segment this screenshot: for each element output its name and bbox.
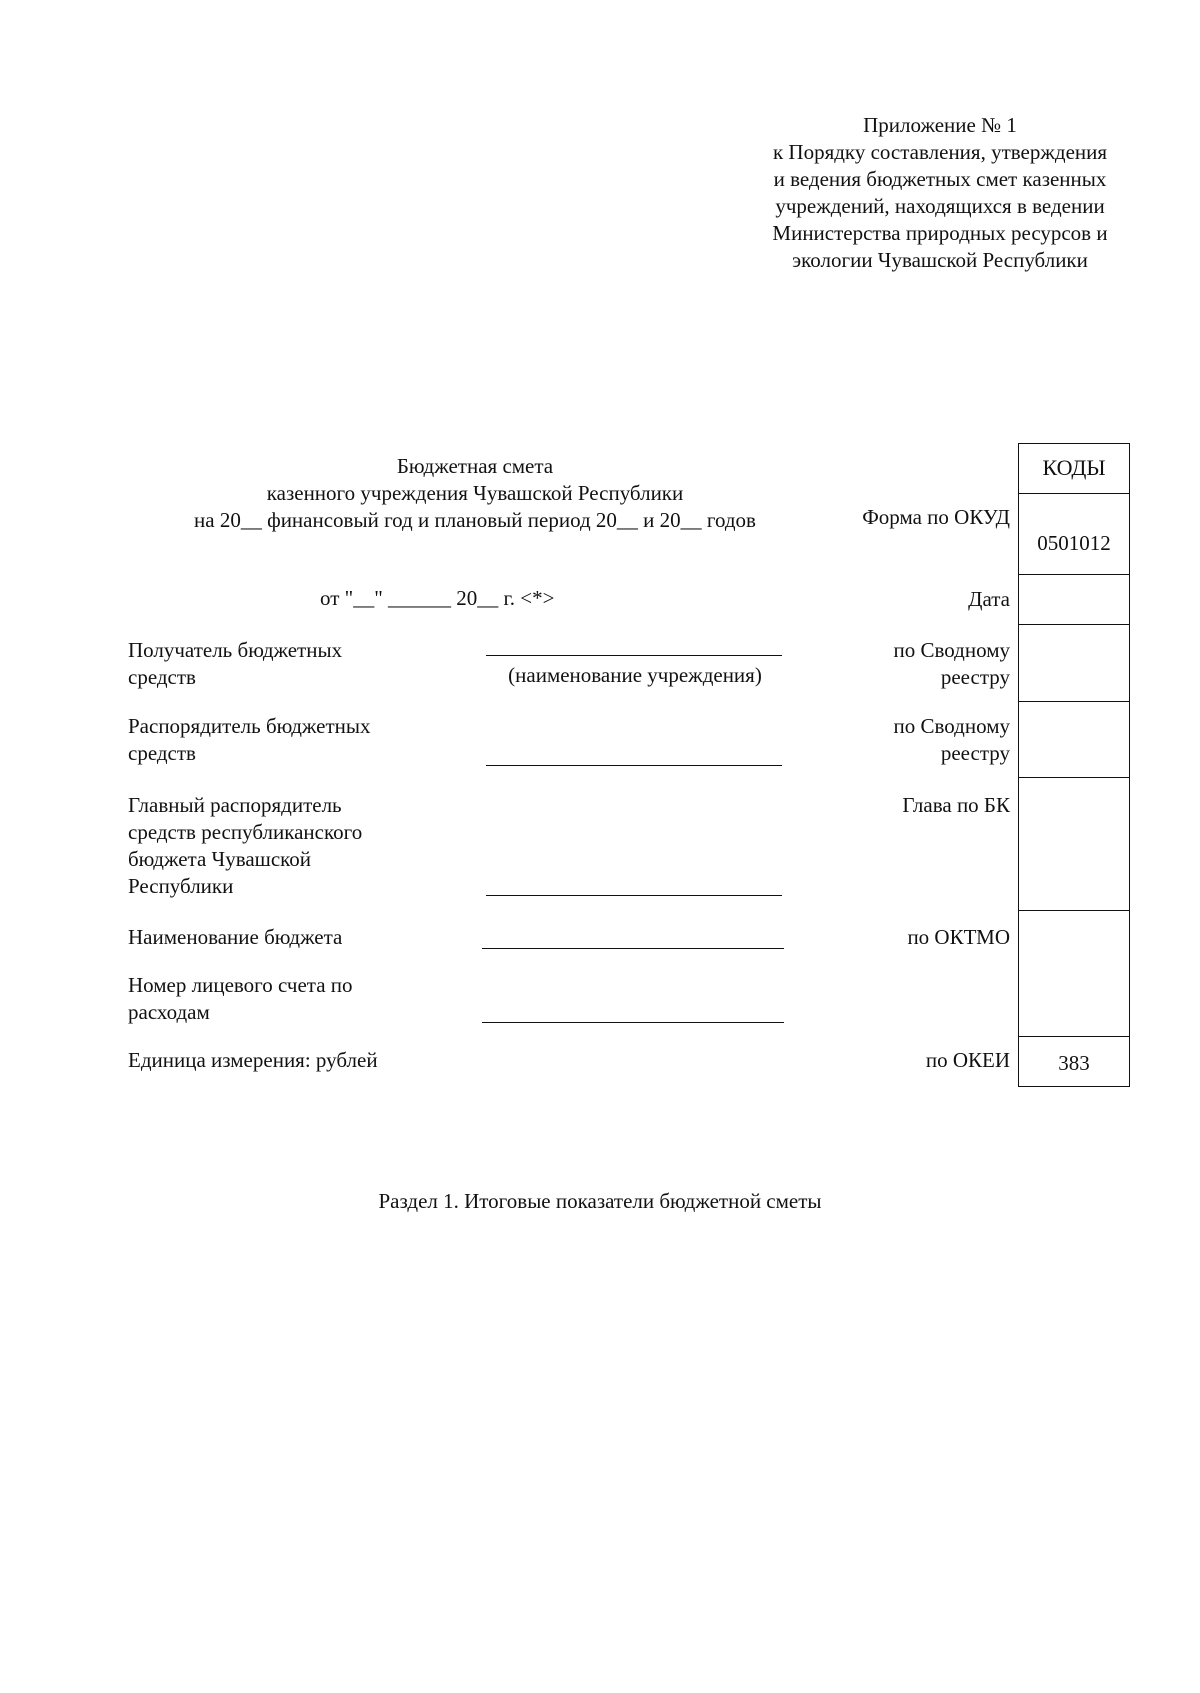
chief-manager-label-line: бюджета Чувашской	[128, 847, 312, 871]
budget-name-label: Наименование бюджета	[128, 925, 343, 949]
codes-divider	[1019, 493, 1129, 494]
date-label: Дата	[968, 587, 1010, 611]
svod-registry-line: по Сводному	[893, 638, 1010, 662]
svod-registry-label-2	[780, 713, 1010, 767]
appendix-line: экологии Чувашской Республики	[792, 248, 1088, 272]
appendix-line: и ведения бюджетных смет казенных	[773, 167, 1107, 191]
glava-bk-label: Глава по БК	[902, 793, 1010, 817]
chief-manager-underline	[486, 895, 782, 896]
account-label-line: расходам	[128, 1000, 210, 1024]
appendix-line: к Порядку составления, утверждения	[772, 140, 1108, 164]
codes-divider	[1019, 777, 1129, 778]
account-label	[128, 972, 353, 1026]
unit-label: Единица измерения: рублей	[128, 1048, 378, 1072]
account-underline	[482, 1022, 784, 1023]
title-line: Бюджетная смета	[396, 454, 554, 478]
svod-registry-line: реестру	[940, 741, 1010, 765]
recipient-label-line: Получатель бюджетных	[128, 638, 343, 662]
svod-registry-line: реестру	[940, 665, 1010, 689]
okud-code-value: 0501012	[1037, 531, 1111, 555]
chief-manager-label-line: Главный распорядитель	[128, 793, 342, 817]
form-title	[130, 453, 820, 534]
manager-underline	[486, 765, 782, 766]
account-label-line: Номер лицевого счета по	[128, 973, 353, 997]
appendix-line: учреждений, находящихся в ведении	[775, 194, 1105, 218]
recipient-label-line: средств	[128, 665, 196, 689]
appendix-line: Приложение № 1	[863, 113, 1017, 137]
date-line: от "__" ______ 20__ г. <*>	[320, 586, 555, 610]
okei-code-value: 383	[1058, 1051, 1090, 1075]
okei-label: по ОКЕИ	[925, 1048, 1010, 1072]
codes-header: КОДЫ	[1042, 455, 1106, 480]
svod-registry-line: по Сводному	[893, 714, 1010, 738]
okud-label: Форма по ОКУД	[862, 505, 1010, 529]
recipient-underline	[486, 655, 782, 656]
title-line: на 20__ финансовый год и плановый период 20__ и 20__ годов	[194, 508, 756, 532]
codes-box	[1018, 443, 1130, 1087]
appendix-line: Министерства природных ресурсов и	[772, 221, 1108, 245]
recipient-hint: (наименование учреждения)	[508, 663, 762, 687]
svod-registry-label-1	[780, 637, 1010, 691]
codes-divider	[1019, 701, 1129, 702]
title-line: казенного учреждения Чувашской Республики	[266, 481, 684, 505]
chief-manager-label	[128, 792, 362, 900]
section-title: Раздел 1. Итоговые показатели бюджетной сметы	[378, 1189, 822, 1213]
codes-divider	[1019, 910, 1129, 911]
recipient-label	[128, 637, 342, 691]
codes-divider	[1019, 624, 1129, 625]
manager-label	[128, 713, 371, 767]
budget-name-underline	[482, 948, 784, 949]
codes-divider	[1019, 1036, 1129, 1037]
manager-label-line: Распорядитель бюджетных	[128, 714, 371, 738]
appendix-header	[740, 112, 1140, 274]
chief-manager-label-line: Республики	[128, 874, 234, 898]
manager-label-line: средств	[128, 741, 196, 765]
codes-divider	[1019, 574, 1129, 575]
chief-manager-label-line: средств республиканского	[128, 820, 363, 844]
oktmo-label: по ОКТМО	[907, 925, 1010, 949]
